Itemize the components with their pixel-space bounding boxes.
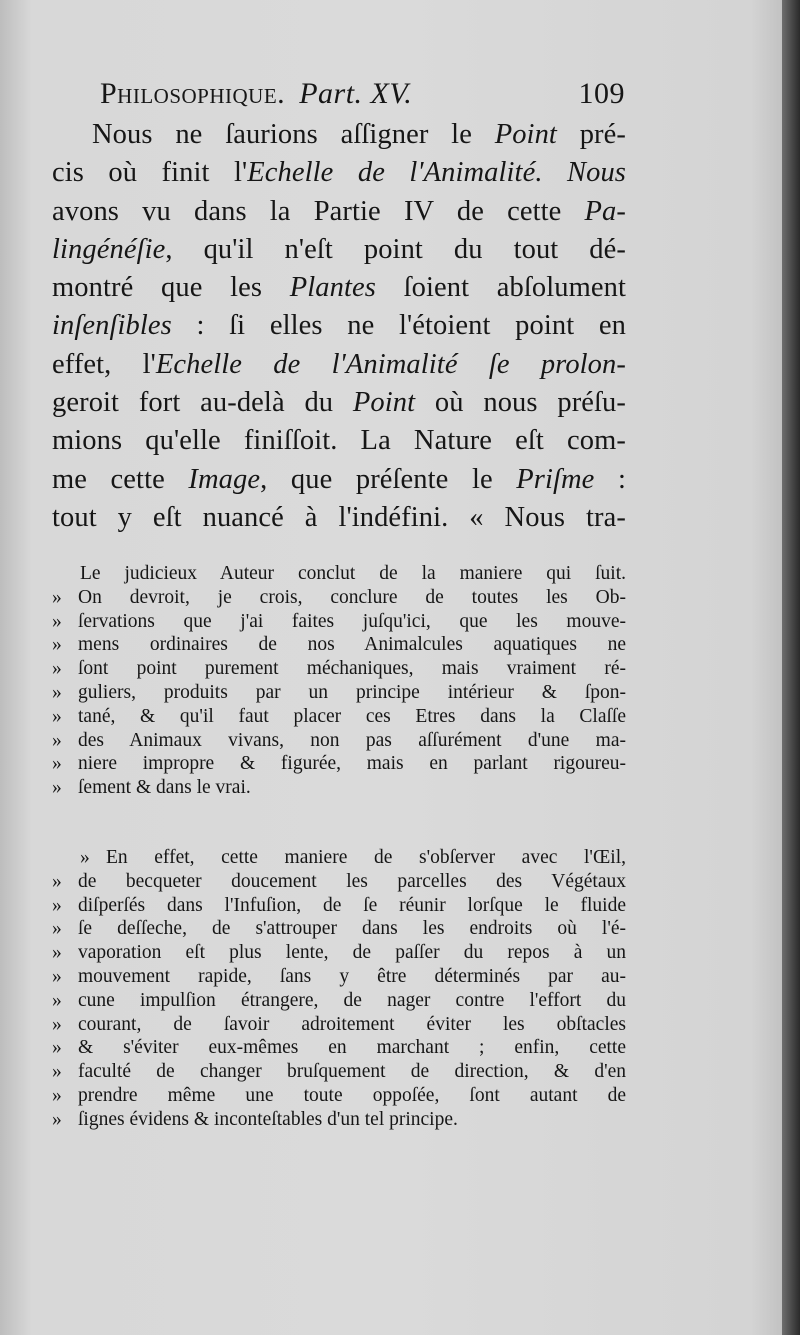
footnote-line: [52, 729, 626, 753]
quote-mark: »: [52, 729, 62, 751]
main-text-line: lingénéſie, qu'il n'eſt point du tout dé-: [52, 233, 626, 265]
footnote-line: [52, 586, 626, 610]
footnote-line-text: guliers, produits par un principe intérieur & ſpon-: [78, 681, 626, 703]
footnote-line-text: ſont point purement méchaniques, mais vraiment ré-: [78, 658, 626, 680]
part-label: Part. XV.: [299, 77, 413, 110]
footnote-line: [52, 610, 626, 634]
footnote-line: [52, 846, 626, 870]
footnote-line: [52, 1060, 626, 1084]
page-number: 109: [578, 77, 625, 110]
footnote-line: [52, 681, 626, 705]
quote-mark: »: [52, 777, 62, 799]
quote-mark: »: [52, 918, 62, 940]
footnote-line-text: ſignes évidens & inconteſtables d'un tel principe.: [78, 1108, 458, 1130]
quote-mark: »: [52, 610, 62, 632]
footnote-line: [52, 657, 626, 681]
main-text-line: geroit fort au-delà du Point où nous préſu-: [52, 387, 627, 419]
running-header: [100, 72, 625, 116]
footnote-line-text: niere impropre & figurée, mais en parlant rigoureu-: [78, 753, 626, 775]
main-text-line: tout y eſt nuancé à l'indéfini. « Nous tra-: [52, 501, 626, 533]
quote-mark: »: [52, 894, 62, 916]
footnote-line-text: faculté de changer bruſquement de direction, & d'en: [78, 1061, 626, 1083]
footnote-line: [52, 1084, 626, 1108]
quote-mark: »: [52, 965, 62, 987]
footnote-2: [52, 846, 626, 1132]
footnote-line: [52, 1036, 626, 1060]
main-text-line: montré que les Plantes ſoient abſolument: [52, 272, 626, 304]
running-title: Philosophique.: [100, 77, 286, 110]
footnote-line: [52, 1013, 626, 1037]
quote-mark: »: [52, 1084, 62, 1106]
main-text-line: avons vu dans la Partie IV de cette Pa-: [52, 195, 626, 227]
footnote-line-text: En effet, cette maniere de s'obſerver avec l'Œil,: [106, 847, 626, 868]
page-edge-shadow: [782, 0, 800, 1335]
footnote-line: [52, 776, 626, 800]
footnote-line-text: tané, & qu'il faut placer ces Etres dans la Claſſe: [78, 705, 626, 727]
main-text-line: me cette Image, que préſente le Priſme :: [52, 463, 626, 495]
quote-mark: »: [52, 634, 62, 656]
main-text-line: Nous ne ſaurions aſſigner le Point pré-: [92, 119, 626, 150]
quote-mark: »: [52, 1013, 62, 1035]
footnote-line: [52, 752, 626, 776]
main-text-line: mions qu'elle finiſſoit. La Nature eſt com-: [52, 425, 626, 457]
footnote-line-text: & s'éviter eux-mêmes en marchant ; enfin, cette: [78, 1037, 626, 1059]
footnote-line-text: mouvement rapide, ſans y être déterminés par au-: [78, 965, 626, 987]
footnote-line: [52, 870, 626, 894]
footnote-line-text: prendre même une toute oppoſée, ſont autant de: [78, 1084, 626, 1106]
footnote-line: [52, 989, 626, 1013]
footnote-line: [52, 633, 626, 657]
quote-mark: »: [52, 753, 62, 775]
quote-mark: »: [52, 942, 62, 964]
footnote-line-text: de becqueter doucement les parcelles des Végétaux: [78, 870, 626, 892]
quote-mark: »: [52, 586, 62, 608]
quote-mark: »: [52, 1108, 62, 1130]
footnote-line-text: cune impulſion étrangere, de nager contre l'effort du: [78, 989, 626, 1011]
footnote-line-text: ſervations que j'ai faites juſqu'ici, que les mouve-: [78, 610, 626, 632]
footnote-line-text: On devroit, je crois, conclure de toutes les Ob-: [78, 586, 626, 608]
footnote-line: [52, 1108, 626, 1132]
quote-mark: »: [52, 1037, 62, 1059]
quote-mark: »: [80, 847, 90, 868]
footnote-line-text: des Animaux vivans, non pas aſſurément d'une ma-: [78, 729, 626, 751]
footnote-line: [52, 941, 626, 965]
footnote-line: [52, 705, 626, 729]
footnote-intro: Le judicieux Auteur conclut de la maniere qui ſuit.: [80, 563, 626, 584]
footnote-line-text: vaporation eſt plus lente, de paſſer du repos à un: [78, 942, 626, 964]
main-text-line: effet, l'Echelle de l'Animalité ſe prolon-: [52, 348, 626, 380]
quote-mark: »: [52, 1061, 62, 1083]
quote-mark: »: [52, 705, 62, 727]
footnote-line-text: ſe deſſeche, de s'attrouper dans les endroits où l'é-: [78, 918, 626, 940]
footnote-line-text: mens ordinaires de nos Animalcules aquatiques ne: [78, 634, 626, 656]
quote-mark: »: [52, 658, 62, 680]
footnote-line-text: courant, de ſavoir adroitement éviter les obſtacles: [78, 1013, 626, 1035]
quote-mark: »: [52, 870, 62, 892]
main-text-line: inſenſibles : ſi elles ne l'étoient point en: [52, 310, 626, 342]
footnote-line-text: ſement & dans le vrai.: [78, 777, 251, 799]
main-text-line: cis où finit l'Echelle de l'Animalité. Nous: [52, 157, 626, 189]
main-text: [52, 116, 626, 537]
footnote-line: [52, 965, 626, 989]
quote-mark: »: [52, 989, 62, 1011]
footnote-line-text: diſperſés dans l'Infuſion, de ſe réunir lorſque le fluide: [78, 894, 626, 916]
footnote-line: [52, 894, 626, 918]
footnote-line: [52, 917, 626, 941]
footnote-1: [52, 562, 626, 800]
quote-mark: »: [52, 681, 62, 703]
